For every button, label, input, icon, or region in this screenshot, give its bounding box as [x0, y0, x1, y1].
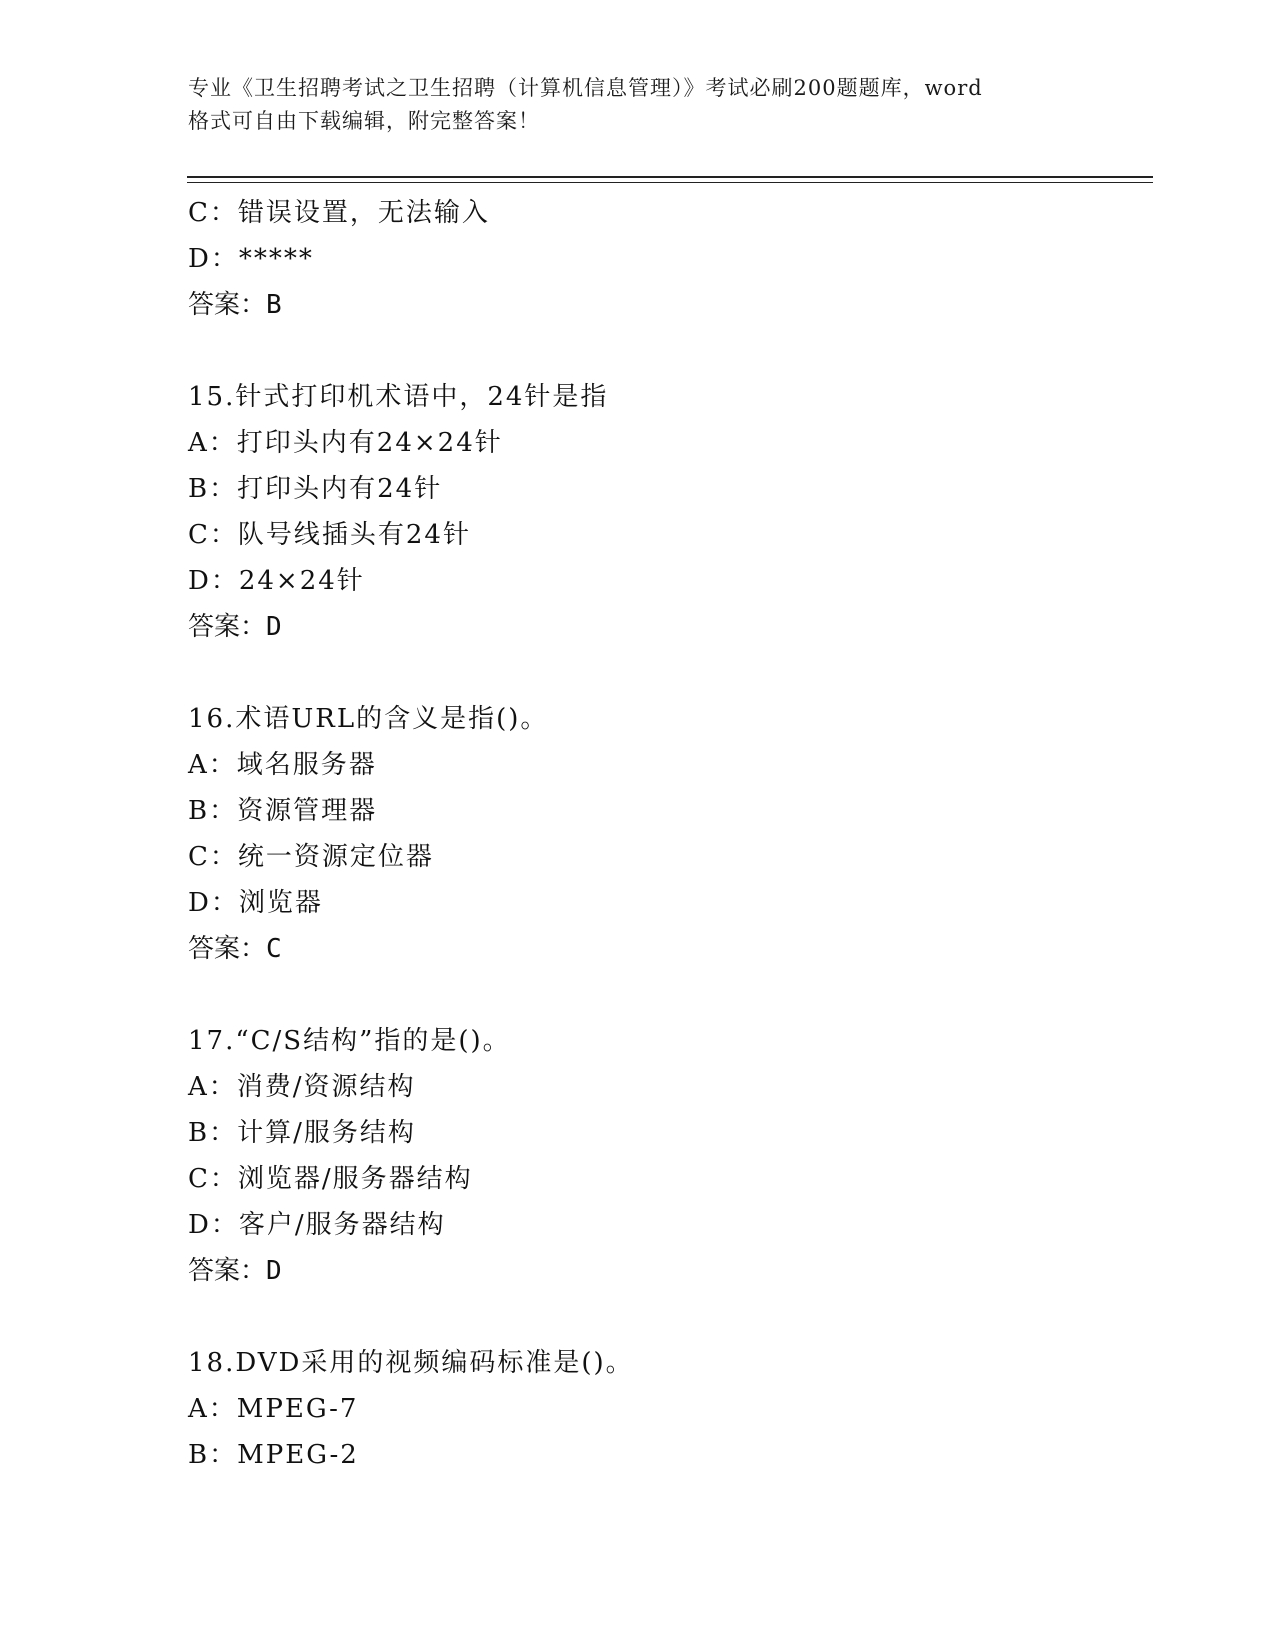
option-d: D：浏览器: [188, 888, 323, 918]
question-title: 15.针式打印机术语中，24针是指: [188, 382, 609, 412]
question-18: [188, 1340, 1148, 1478]
option-b: B：打印头内有24针: [188, 474, 443, 504]
header-divider-thick: [187, 176, 1153, 178]
option-d: D：客户/服务器结构: [188, 1210, 446, 1240]
answer-line: 答案：D: [188, 1256, 282, 1286]
document-header: [188, 72, 1088, 138]
option-a: A：打印头内有24×24针: [188, 428, 503, 458]
option-b: B：计算/服务结构: [188, 1118, 416, 1148]
question-15: [188, 374, 1148, 650]
option-c: C：浏览器/服务器结构: [188, 1164, 473, 1194]
option-b: B：MPEG-2: [188, 1440, 359, 1470]
option-a: A：消费/资源结构: [188, 1072, 416, 1102]
option-a: A：域名服务器: [188, 750, 377, 780]
answer-line: 答案：B: [188, 290, 282, 320]
spacer: [188, 650, 1148, 696]
header-title-line-2: 格式可自由下载编辑，附完整答案！: [188, 109, 540, 133]
spacer: [188, 328, 1148, 374]
option-d: D：24×24针: [188, 566, 365, 596]
option-c: C：队号线插头有24针: [188, 520, 471, 550]
spacer: [188, 972, 1148, 1018]
option-c: C：统一资源定位器: [188, 842, 434, 872]
option-b: B：资源管理器: [188, 796, 378, 826]
question-title: 17.“C/S结构”指的是()。: [188, 1026, 511, 1056]
option-d: D：*****: [188, 244, 314, 274]
option-a: A：MPEG-7: [188, 1394, 359, 1424]
answer-line: 答案：D: [188, 612, 282, 642]
answer-line: 答案：C: [188, 934, 282, 964]
question-14-tail: [188, 190, 1148, 328]
question-17: [188, 1018, 1148, 1294]
question-list: [188, 190, 1148, 1478]
question-title: 18.DVD采用的视频编码标准是()。: [188, 1348, 634, 1378]
question-16: [188, 696, 1148, 972]
header-divider-thin: [187, 182, 1153, 183]
spacer: [188, 1294, 1148, 1340]
option-c: C：错误设置，无法输入: [188, 198, 490, 228]
header-title-line-1: 专业《卫生招聘考试之卫生招聘（计算机信息管理）》考试必刷200题题库，word: [188, 76, 983, 100]
question-title: 16.术语URL的含义是指()。: [188, 704, 549, 734]
